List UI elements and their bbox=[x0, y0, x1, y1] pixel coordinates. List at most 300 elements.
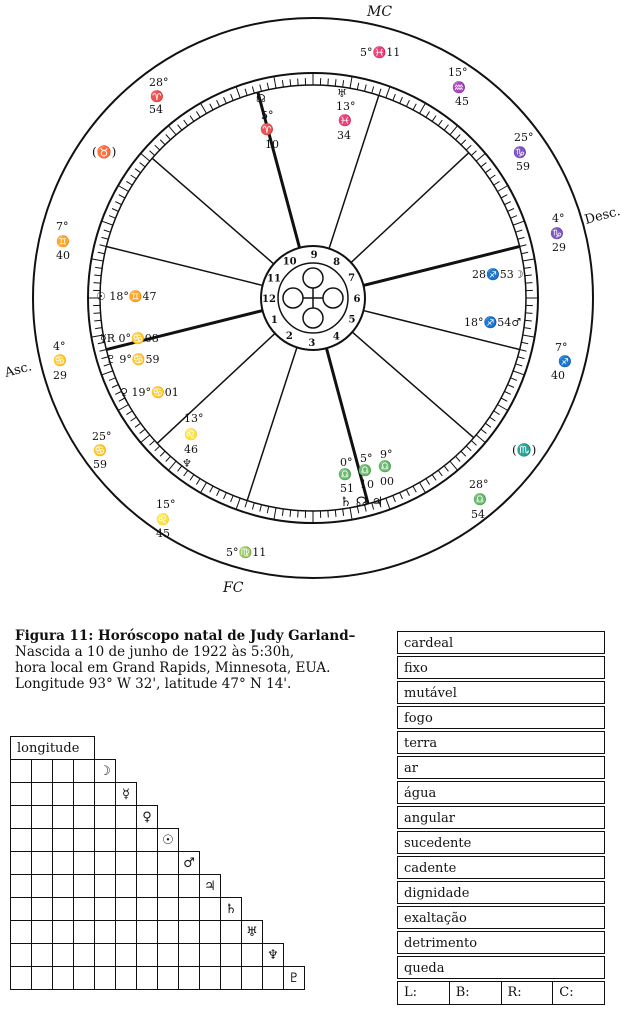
degree-tick bbox=[245, 89, 247, 96]
degree-tick bbox=[140, 163, 146, 167]
center-dot-top bbox=[303, 268, 323, 288]
figure-caption bbox=[15, 628, 375, 692]
svg-text:15°: 15° bbox=[156, 498, 176, 511]
intercepted-scorpio: (♏) bbox=[512, 443, 537, 457]
aspect-cell[interactable] bbox=[158, 875, 179, 898]
degree-tick bbox=[236, 498, 240, 509]
degree-tick bbox=[357, 83, 358, 90]
aspect-grid bbox=[10, 736, 305, 990]
cusp-6 bbox=[551, 341, 572, 382]
house-number: 5 bbox=[348, 314, 356, 326]
aspect-cell[interactable] bbox=[11, 944, 32, 967]
aspect-cell[interactable] bbox=[11, 760, 32, 783]
aspect-cell[interactable] bbox=[11, 967, 32, 990]
planet-header: ♂ bbox=[179, 852, 200, 875]
aspect-cell[interactable] bbox=[53, 875, 74, 898]
summary-cell[interactable]: C: bbox=[559, 985, 574, 1000]
aspect-cell[interactable] bbox=[116, 921, 137, 944]
house-number: 7 bbox=[348, 273, 356, 285]
degree-tick bbox=[155, 145, 160, 150]
aspect-cell[interactable] bbox=[32, 944, 53, 967]
degree-tick bbox=[141, 153, 150, 161]
degree-tick bbox=[231, 495, 234, 501]
house-number: 10 bbox=[282, 256, 297, 268]
aspect-cell[interactable] bbox=[158, 852, 179, 875]
svg-text:10: 10 bbox=[360, 478, 374, 491]
aspect-cell[interactable] bbox=[116, 967, 137, 990]
aspect-cell[interactable] bbox=[158, 967, 179, 990]
degree-tick bbox=[267, 83, 268, 90]
aspect-cell[interactable] bbox=[32, 852, 53, 875]
cusp-12-left bbox=[56, 220, 70, 262]
elements-row[interactable]: angular bbox=[397, 806, 605, 829]
house-cusp-line bbox=[329, 95, 379, 248]
aspect-cell[interactable] bbox=[11, 875, 32, 898]
planet-header: ☿ bbox=[116, 783, 137, 806]
aspect-cell[interactable] bbox=[74, 852, 95, 875]
aspect-cell[interactable] bbox=[95, 875, 116, 898]
mc-cusp: 5°♓11 bbox=[360, 46, 401, 59]
svg-text:13°: 13° bbox=[336, 100, 356, 113]
degree-tick bbox=[497, 405, 507, 411]
degree-tick bbox=[513, 371, 524, 375]
aspect-cell[interactable] bbox=[95, 898, 116, 921]
degree-tick bbox=[513, 221, 524, 225]
degree-tick bbox=[516, 364, 523, 366]
house-number: 8 bbox=[333, 256, 341, 268]
aspect-cell[interactable] bbox=[53, 829, 74, 852]
aspect-cell[interactable] bbox=[137, 944, 158, 967]
degree-tick bbox=[420, 482, 426, 492]
house-number: 11 bbox=[267, 273, 281, 285]
svg-text:♈: ♈ bbox=[150, 90, 164, 103]
aspect-cell[interactable] bbox=[32, 783, 53, 806]
degree-tick bbox=[109, 378, 115, 381]
aspect-cell[interactable] bbox=[32, 829, 53, 852]
aspect-cell[interactable] bbox=[32, 760, 53, 783]
degree-tick bbox=[485, 169, 491, 173]
mars: 18°♐54♂ bbox=[464, 316, 522, 329]
degree-tick bbox=[184, 120, 188, 126]
aspect-cell[interactable] bbox=[74, 806, 95, 829]
degree-tick bbox=[126, 181, 132, 185]
degree-tick bbox=[386, 498, 390, 509]
degree-tick bbox=[523, 259, 535, 261]
degree-tick bbox=[438, 120, 442, 126]
svg-text:♒: ♒ bbox=[452, 81, 466, 94]
aspect-cell[interactable] bbox=[74, 967, 95, 990]
degree-tick bbox=[476, 435, 485, 443]
svg-text:28°: 28° bbox=[469, 478, 489, 491]
degree-tick bbox=[476, 153, 485, 161]
aspect-cell[interactable] bbox=[11, 783, 32, 806]
aspect-cell[interactable] bbox=[158, 944, 179, 967]
degree-tick bbox=[160, 140, 165, 145]
degree-tick bbox=[444, 466, 448, 472]
aspect-cell[interactable] bbox=[179, 967, 200, 990]
aspect-cell[interactable] bbox=[95, 783, 116, 806]
cusp-asc bbox=[53, 340, 67, 382]
degree-tick bbox=[236, 87, 240, 98]
svg-text:7°: 7° bbox=[555, 341, 568, 354]
degree-tick bbox=[95, 328, 102, 329]
degree-tick bbox=[456, 135, 461, 140]
aspect-cell[interactable] bbox=[95, 944, 116, 967]
degree-tick bbox=[471, 151, 476, 156]
svg-text:☊: ☊ bbox=[256, 92, 266, 105]
degree-tick bbox=[100, 245, 107, 247]
degree-tick bbox=[365, 85, 367, 92]
svg-text:25°: 25° bbox=[514, 131, 534, 144]
degree-tick bbox=[494, 181, 500, 185]
aspect-cell[interactable] bbox=[137, 875, 158, 898]
house-cusp-line bbox=[247, 347, 297, 500]
aspect-cell[interactable] bbox=[74, 760, 95, 783]
planet-header: ♆ bbox=[263, 944, 284, 967]
degree-tick bbox=[497, 186, 507, 192]
degree-tick bbox=[490, 417, 496, 421]
aspect-cell[interactable] bbox=[179, 944, 200, 967]
aspect-cell[interactable] bbox=[74, 898, 95, 921]
degree-tick bbox=[444, 125, 448, 131]
elements-summary bbox=[397, 981, 605, 1005]
aspect-cell[interactable] bbox=[242, 967, 263, 990]
house-number: 4 bbox=[332, 331, 340, 343]
aspect-cell[interactable] bbox=[95, 852, 116, 875]
elements-row[interactable]: detrimento bbox=[397, 931, 605, 954]
elements-row[interactable]: ar bbox=[397, 756, 605, 779]
aspect-cell[interactable] bbox=[32, 875, 53, 898]
venus: ♀ 19°♋01 bbox=[120, 386, 179, 399]
svg-text:♑: ♑ bbox=[513, 146, 527, 159]
aspect-cell[interactable] bbox=[53, 898, 74, 921]
house-cusp-line bbox=[352, 332, 474, 438]
degree-tick bbox=[335, 79, 336, 86]
aspect-cell[interactable] bbox=[32, 806, 53, 829]
degree-tick bbox=[485, 423, 491, 427]
degree-tick bbox=[501, 195, 507, 198]
degree-tick bbox=[525, 275, 532, 276]
degree-tick bbox=[282, 80, 283, 87]
degree-tick bbox=[520, 350, 527, 352]
longitude-header: longitude bbox=[11, 737, 95, 760]
degree-tick bbox=[501, 398, 507, 401]
degree-tick bbox=[426, 111, 430, 117]
degree-tick bbox=[450, 461, 458, 470]
aspect-cell[interactable] bbox=[137, 898, 158, 921]
degree-tick bbox=[168, 461, 176, 470]
summary-cell[interactable]: B: bbox=[450, 982, 502, 1004]
degree-tick bbox=[420, 103, 426, 113]
degree-tick bbox=[94, 320, 101, 321]
svg-text:♈: ♈ bbox=[260, 123, 274, 136]
moon: 28♐53☽ bbox=[472, 268, 524, 281]
svg-text:♓: ♓ bbox=[338, 114, 352, 127]
degree-tick bbox=[523, 335, 535, 337]
degree-tick bbox=[267, 506, 268, 513]
degree-tick bbox=[393, 94, 396, 100]
desc-label: Desc. bbox=[583, 204, 623, 228]
degree-tick bbox=[155, 446, 160, 451]
elements-row[interactable]: dignidade bbox=[397, 881, 605, 904]
aspect-cell[interactable] bbox=[95, 967, 116, 990]
aspect-cell[interactable] bbox=[200, 967, 221, 990]
planet-header: ♄ bbox=[221, 898, 242, 921]
degree-tick bbox=[217, 100, 220, 106]
svg-text:40: 40 bbox=[56, 249, 70, 262]
aspect-cell[interactable] bbox=[53, 967, 74, 990]
svg-text:4°: 4° bbox=[53, 340, 66, 353]
degree-tick bbox=[471, 441, 476, 446]
degree-tick bbox=[518, 237, 525, 239]
svg-text:4°: 4° bbox=[552, 212, 565, 225]
degree-tick bbox=[524, 267, 531, 268]
svg-text:♌: ♌ bbox=[184, 428, 198, 441]
elements-row[interactable]: terra bbox=[397, 731, 605, 754]
elements-row[interactable]: cardeal bbox=[397, 631, 605, 654]
neptune bbox=[182, 412, 204, 470]
svg-text:15°: 15° bbox=[448, 66, 468, 79]
degree-tick bbox=[413, 104, 416, 110]
center-dot-bottom bbox=[303, 308, 323, 328]
degree-tick bbox=[438, 470, 442, 476]
svg-text:♄ ☊ ♃: ♄ ☊ ♃ bbox=[340, 495, 384, 510]
svg-text:54: 54 bbox=[149, 103, 163, 116]
degree-tick bbox=[504, 391, 510, 394]
planet-header: ♃ bbox=[200, 875, 221, 898]
degree-tick bbox=[196, 111, 200, 117]
svg-text:♅: ♅ bbox=[337, 87, 347, 100]
summary-cell[interactable]: L: bbox=[398, 982, 450, 1004]
degree-tick bbox=[508, 385, 514, 388]
svg-text:♊: ♊ bbox=[56, 235, 70, 248]
degree-tick bbox=[510, 216, 516, 219]
elements-row[interactable]: fixo bbox=[397, 656, 605, 679]
degree-tick bbox=[190, 116, 194, 122]
degree-tick bbox=[379, 89, 381, 96]
aspect-cell[interactable] bbox=[263, 967, 284, 990]
degree-tick bbox=[450, 126, 458, 135]
aspect-cell[interactable] bbox=[74, 944, 95, 967]
ic-cusp: 5°♍11 bbox=[226, 546, 267, 559]
degree-tick bbox=[102, 221, 113, 225]
aspect-cell[interactable] bbox=[242, 944, 263, 967]
degree-tick bbox=[350, 76, 352, 88]
mercury: ☿R 0°♋08 bbox=[100, 332, 159, 345]
aspect-cell[interactable] bbox=[116, 898, 137, 921]
degree-tick bbox=[224, 493, 227, 499]
degree-tick bbox=[196, 479, 200, 485]
degree-tick bbox=[135, 423, 141, 427]
degree-tick bbox=[231, 94, 234, 100]
degree-tick bbox=[432, 116, 436, 122]
degree-tick bbox=[494, 411, 500, 415]
svg-text:40: 40 bbox=[551, 369, 565, 382]
aspect-cell[interactable] bbox=[32, 921, 53, 944]
aspect-cell[interactable] bbox=[200, 921, 221, 944]
elements-row[interactable]: queda bbox=[397, 956, 605, 979]
aspect-cell[interactable] bbox=[53, 806, 74, 829]
svg-text:28°: 28° bbox=[149, 76, 169, 89]
aspect-cell[interactable] bbox=[11, 806, 32, 829]
degree-tick bbox=[481, 429, 487, 433]
degree-tick bbox=[521, 252, 528, 253]
aspect-cell[interactable] bbox=[221, 921, 242, 944]
mc-label: MC bbox=[367, 4, 393, 20]
aspect-cell[interactable] bbox=[137, 829, 158, 852]
degree-tick bbox=[118, 405, 128, 411]
aspect-cell[interactable] bbox=[11, 852, 32, 875]
aspect-cell[interactable] bbox=[116, 829, 137, 852]
svg-text:♋: ♋ bbox=[53, 354, 67, 367]
degree-tick bbox=[520, 245, 527, 247]
house-number: 2 bbox=[285, 331, 293, 343]
degree-tick bbox=[112, 385, 118, 388]
aspect-cell[interactable] bbox=[179, 875, 200, 898]
aspect-cell[interactable] bbox=[53, 944, 74, 967]
svg-text:59: 59 bbox=[93, 458, 107, 471]
degree-tick bbox=[466, 446, 471, 451]
aspect-cell[interactable] bbox=[95, 829, 116, 852]
degree-tick bbox=[190, 475, 194, 481]
degree-tick bbox=[525, 320, 532, 321]
aspect-cell[interactable] bbox=[116, 852, 137, 875]
svg-text:♎: ♎ bbox=[473, 493, 487, 506]
degree-tick bbox=[406, 489, 409, 495]
aspect-cell[interactable] bbox=[53, 852, 74, 875]
asc-label: Asc. bbox=[3, 359, 34, 381]
degree-tick bbox=[524, 328, 531, 329]
aspect-cell[interactable] bbox=[11, 829, 32, 852]
aspect-cell[interactable] bbox=[95, 921, 116, 944]
aspect-cell[interactable] bbox=[11, 898, 32, 921]
aspect-cell[interactable] bbox=[116, 875, 137, 898]
aspect-cell[interactable] bbox=[32, 967, 53, 990]
svg-text:0°: 0° bbox=[340, 456, 353, 469]
svg-text:29: 29 bbox=[552, 241, 566, 254]
svg-text:34: 34 bbox=[337, 129, 351, 142]
degree-tick bbox=[456, 456, 461, 461]
aspect-cell[interactable] bbox=[74, 921, 95, 944]
degree-tick bbox=[160, 451, 165, 456]
planet-header: ☉ bbox=[158, 829, 179, 852]
degree-tick bbox=[274, 508, 276, 520]
elements-row[interactable]: sucedente bbox=[397, 831, 605, 854]
degree-tick bbox=[126, 411, 132, 415]
elements-row[interactable]: água bbox=[397, 781, 605, 804]
degree-tick bbox=[100, 350, 107, 352]
caption-line-1: Nascida a 10 de junho de 1922 às 5:30h, bbox=[15, 644, 295, 660]
aspect-cell[interactable] bbox=[11, 921, 32, 944]
summary-cell[interactable]: R: bbox=[502, 982, 554, 1004]
degree-tick bbox=[400, 97, 403, 103]
svg-text:♎: ♎ bbox=[338, 468, 352, 481]
svg-text:51: 51 bbox=[340, 482, 354, 495]
degree-tick bbox=[131, 417, 137, 421]
aspect-cell[interactable] bbox=[221, 967, 242, 990]
degree-tick bbox=[102, 371, 113, 375]
degree-tick bbox=[432, 475, 436, 481]
degree-tick bbox=[481, 163, 487, 167]
aspect-cell[interactable] bbox=[137, 921, 158, 944]
cusp-5 bbox=[469, 478, 489, 521]
aspect-cell[interactable] bbox=[179, 898, 200, 921]
svg-text:59: 59 bbox=[516, 160, 530, 173]
svg-text:13°: 13° bbox=[184, 412, 204, 425]
cusp-12-top bbox=[448, 66, 469, 108]
aspect-cell[interactable] bbox=[158, 921, 179, 944]
degree-tick bbox=[178, 125, 182, 131]
elements-row[interactable]: exaltação bbox=[397, 906, 605, 929]
house-number: 6 bbox=[353, 294, 361, 305]
elements-row[interactable]: fogo bbox=[397, 706, 605, 729]
pluto: ♇ 9°♋59 bbox=[106, 353, 160, 366]
aspect-cell[interactable] bbox=[74, 829, 95, 852]
svg-text:7°: 7° bbox=[56, 220, 69, 233]
house-number: 1 bbox=[270, 314, 278, 326]
svg-text:♑: ♑ bbox=[550, 227, 564, 240]
degree-tick bbox=[521, 342, 528, 343]
degree-tick bbox=[260, 85, 262, 92]
aspect-cell[interactable] bbox=[137, 852, 158, 875]
aspect-cell[interactable] bbox=[200, 944, 221, 967]
elements-row[interactable]: mutável bbox=[397, 681, 605, 704]
svg-text:♆: ♆ bbox=[182, 457, 192, 470]
center-dot-left bbox=[283, 288, 303, 308]
aspect-cell[interactable] bbox=[221, 944, 242, 967]
svg-text:10: 10 bbox=[265, 138, 279, 151]
degree-tick bbox=[141, 435, 150, 443]
degree-tick bbox=[400, 493, 403, 499]
degree-tick bbox=[95, 267, 102, 268]
degree-tick bbox=[335, 510, 336, 517]
caption-line-3: Longitude 93° W 32', latitude 47° N 14'. bbox=[15, 676, 292, 692]
aspect-cell[interactable] bbox=[116, 806, 137, 829]
caption-line-2: hora local em Grand Rapids, Minnesota, EUA. bbox=[15, 660, 331, 676]
elements-row[interactable]: cadente bbox=[397, 856, 605, 879]
ic-label: FC bbox=[223, 580, 244, 596]
aspect-cell[interactable] bbox=[53, 783, 74, 806]
aspect-cell[interactable] bbox=[74, 875, 95, 898]
aspect-cell[interactable] bbox=[137, 967, 158, 990]
degree-tick bbox=[166, 135, 171, 140]
svg-text:00: 00 bbox=[380, 475, 394, 488]
aspect-cell[interactable] bbox=[179, 921, 200, 944]
house-cusp-line bbox=[152, 158, 274, 264]
aspect-cell[interactable] bbox=[32, 898, 53, 921]
planet-header: ♀ bbox=[137, 806, 158, 829]
aspect-cell[interactable] bbox=[53, 760, 74, 783]
aspect-cell[interactable] bbox=[95, 806, 116, 829]
svg-text:29: 29 bbox=[53, 369, 67, 382]
aspect-cell[interactable] bbox=[116, 944, 137, 967]
libra-planets bbox=[338, 448, 394, 510]
aspect-cell[interactable] bbox=[200, 898, 221, 921]
degree-tick bbox=[217, 489, 220, 495]
aspect-cell[interactable] bbox=[53, 921, 74, 944]
degree-tick bbox=[245, 501, 247, 508]
degree-tick bbox=[168, 126, 176, 135]
aspect-cell[interactable] bbox=[74, 783, 95, 806]
svg-text:♎: ♎ bbox=[378, 460, 392, 473]
elements-table bbox=[397, 631, 605, 1005]
aspect-cell[interactable] bbox=[158, 898, 179, 921]
svg-text:♌: ♌ bbox=[156, 513, 170, 526]
degree-tick bbox=[386, 87, 390, 98]
svg-text:♋: ♋ bbox=[93, 444, 107, 457]
degree-tick bbox=[252, 503, 254, 510]
house-number: 3 bbox=[308, 337, 316, 349]
